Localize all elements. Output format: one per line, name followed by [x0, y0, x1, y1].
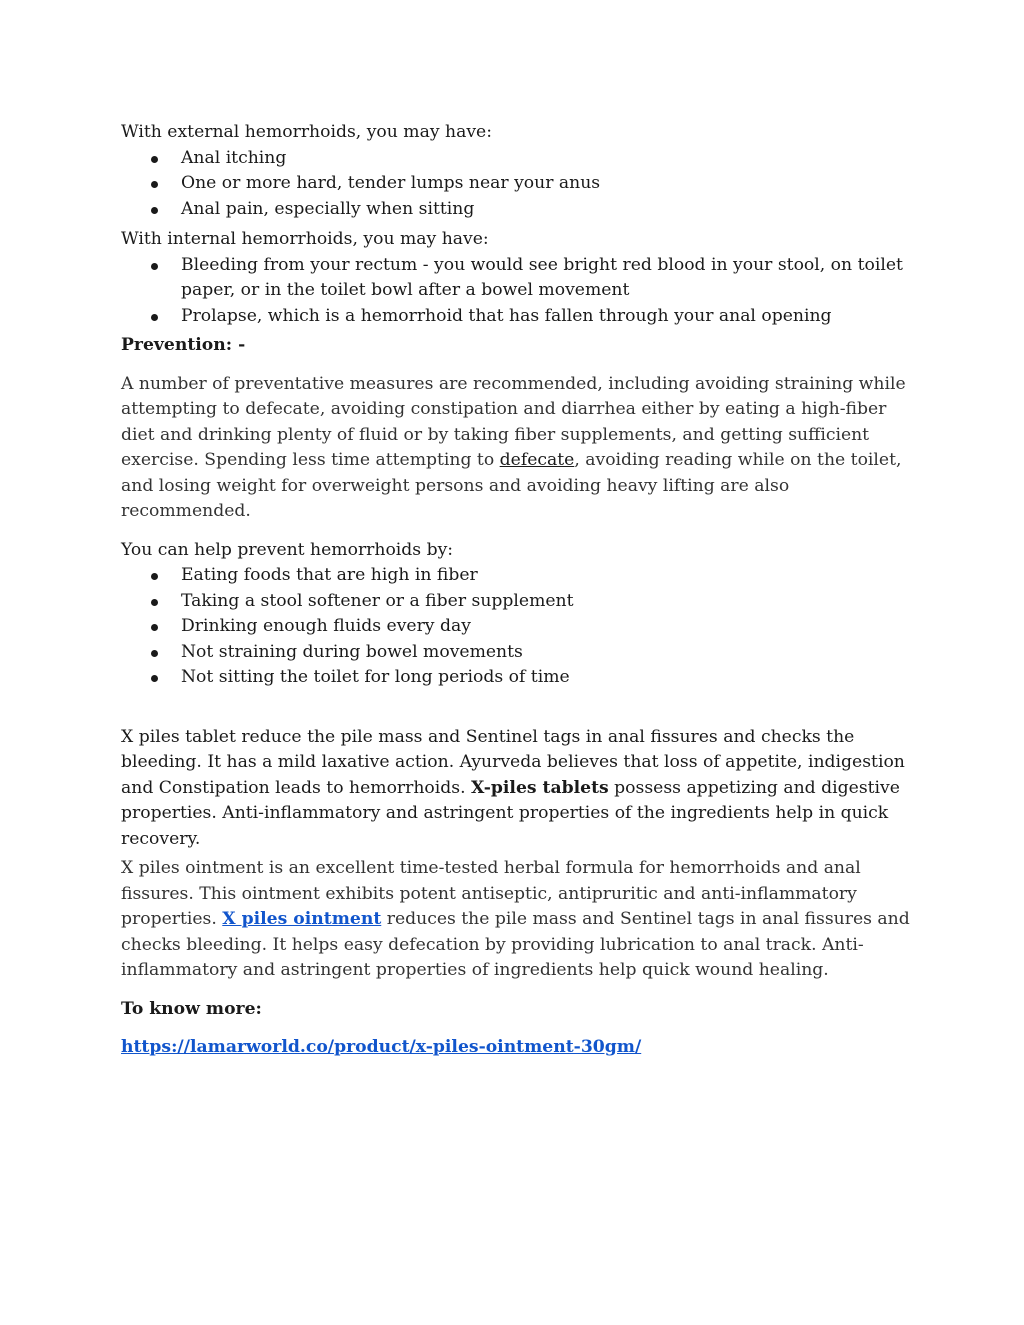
- list-item: Not sitting the toilet for long periods of time: [121, 665, 911, 691]
- external-hemorrhoids-intro: With external hemorrhoids, you may have:: [121, 122, 493, 142]
- list-item: Anal pain, especially when sitting: [121, 197, 911, 223]
- prevention-list: [121, 563, 911, 691]
- bullet-icon: [151, 263, 158, 270]
- internal-hemorrhoids-intro: With internal hemorrhoids, you may have:: [121, 229, 489, 249]
- list-item: Bleeding from your rectum - you would see bright red blood in your stool, on toilet paper, or in the toilet bowl after a bowel movement: [121, 253, 911, 304]
- document-page: [121, 120, 911, 1061]
- prevent-intro: You can help prevent hemorrhoids by:: [121, 539, 454, 560]
- list-item: One or more hard, tender lumps near your anus: [121, 171, 911, 197]
- bullet-icon: [151, 314, 158, 321]
- defecate-link[interactable]: defecate: [499, 450, 575, 470]
- bullet-icon: [151, 207, 158, 214]
- bullet-icon: [151, 156, 158, 163]
- list-item: Drinking enough fluids every day: [121, 614, 911, 640]
- ointment-link[interactable]: X piles ointment: [222, 909, 382, 929]
- external-symptoms-list: [121, 146, 911, 223]
- list-item: Prolapse, which is a hemorrhoid that has fallen through your anal opening: [121, 304, 911, 330]
- prevention-paragraph: A number of preventative measures are recommended, including avoiding straining while attempting to defecate, avoiding constipation and diarrhea either by eating a high-fiber diet and drinking plenty of fluid or by taking fiber supplements, and getting sufficient exercise. Spending less time attempting to defecate, avoiding reading while on the toilet, and losing weight for overweight persons and avoiding heavy lifting are also recommended.: [121, 373, 906, 521]
- list-item: Eating foods that are high in fiber: [121, 563, 911, 589]
- bullet-icon: [151, 650, 158, 657]
- list-item: Anal itching: [121, 146, 911, 172]
- bullet-icon: [151, 599, 158, 606]
- know-more-heading: To know more:: [121, 998, 262, 1019]
- prevention-heading: Prevention: -: [121, 335, 246, 355]
- list-item: Not straining during bowel movements: [121, 640, 911, 666]
- bullet-icon: [151, 181, 158, 188]
- bullet-icon: [151, 675, 158, 682]
- ointment-paragraph: X piles ointment is an excellent time-tested herbal formula for hemorrhoids and anal fissures. This ointment exhibits potent antiseptic, antipruritic and anti-inflammatory properties. X piles ointment reduces the pile mass and Sentinel tags in anal fissures and checks bleeding. It helps easy defecation by providing lubrication to anal track. Anti-inflammatory and astringent properties of ingredients help quick wound healing.: [121, 858, 910, 980]
- tablet-paragraph: X piles tablet reduce the pile mass and Sentinel tags in anal fissures and checks the bleeding. It has a mild laxative action. Ayurveda believes that loss of appetite, indigestion and Constipation leads to hemorrhoids. X-piles tablets possess appetizing and digestive properties. Anti-inflammatory and astringent properties of the ingredients help in quick recovery.: [121, 726, 905, 849]
- tablet-name: X-piles tablets: [471, 777, 609, 798]
- list-item: Taking a stool softener or a fiber supplement: [121, 589, 911, 615]
- bullet-icon: [151, 624, 158, 631]
- bullet-icon: [151, 573, 158, 580]
- internal-symptoms-list: [121, 253, 911, 330]
- product-url-link[interactable]: https://lamarworld.co/product/x-piles-ointment-30gm/: [121, 1037, 642, 1057]
